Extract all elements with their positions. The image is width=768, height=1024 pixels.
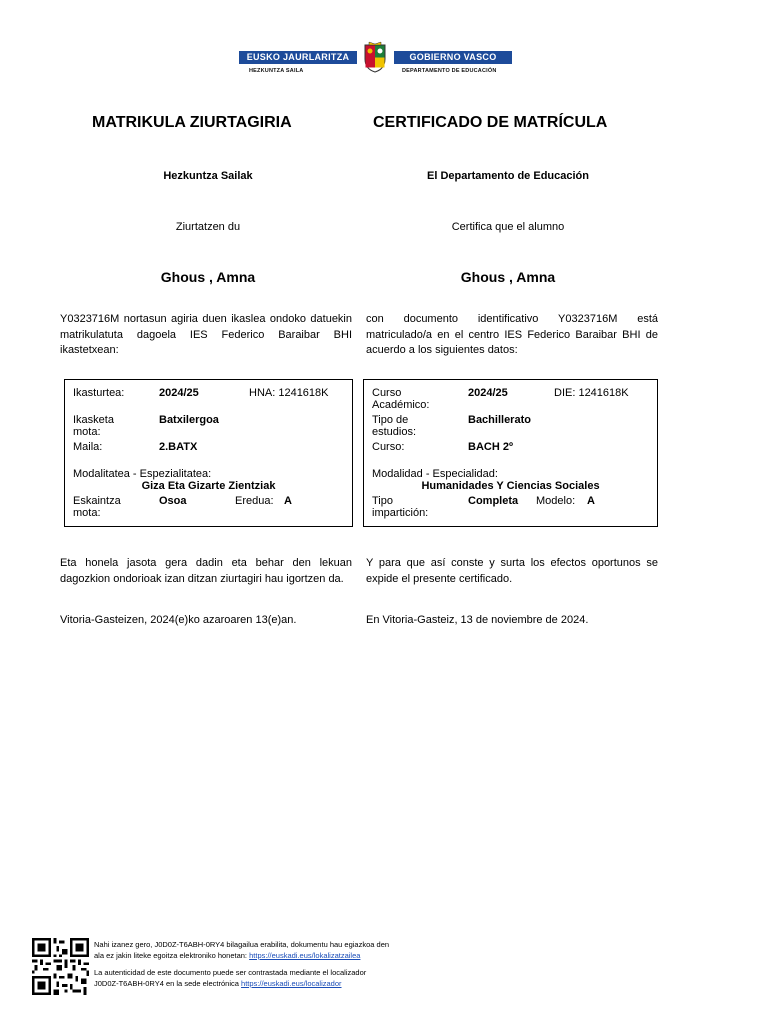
level-label: Maila: [73,441,103,453]
qr-code-icon [32,938,89,995]
banner-es: GOBIERNO VASCO [394,51,512,64]
footer-notice-es [94,967,366,989]
locator-link-es[interactable]: https://euskadi.eus/localizador [241,979,342,988]
offer-type-value: Osoa [159,495,187,507]
year-value: 2024/25 [468,387,508,399]
government-logo [239,41,512,81]
year-label: Curso Académico: [372,387,430,411]
study-type-value: Bachillerato [468,414,531,426]
student-name-eu: Ghous , Amna [160,269,256,285]
title-es: CERTIFICADO DE MATRÍCULA [373,114,608,131]
model-value: A [284,495,292,507]
level-value: BACH 2º [468,441,513,453]
study-type-label: Tipo de estudios: [372,414,417,438]
modality-label: Modalitatea - Espezialitatea: [73,468,212,480]
offer-type-label: Eskaintza mota: [73,495,121,519]
offer-type-label: Tipo impartición: [372,495,429,519]
modality-value: Giza Eta Gizarte Zientziak [141,480,276,492]
coat-of-arms-icon [359,41,391,73]
intro-paragraph-es: con documento identificativo Y0323716M está matriculado/a en el centro IES Federico Baraibar BHI de acuerdo a los siguientes datos: [366,313,658,356]
model-label: Eredua: [235,495,274,507]
student-id: DIE: 1241618K [554,387,629,399]
closing-paragraph-es: Y para que así conste y surta los efectos oportunos se expide el presente certificado. [366,557,658,585]
level-value: 2.BATX [159,441,198,453]
intro-paragraph-eu: Y0323716M nortasun agiria duen ikaslea ondoko datuekin matrikulatuta dagoela IES Federico Baraibar BHI ikastetxean: [60,313,352,356]
level-label: Curso: [372,441,405,453]
modality-label: Modalidad - Especialidad: [372,468,498,480]
dept-label-eu: HEZKUNTZA SAILA [249,68,304,74]
footer-eu-line1: Nahi izanez gero, J0D0Z-T6ABH-0RY4 bilagailua erabilita, dokumentu hau egiazkoa den [94,940,390,949]
model-value: A [587,495,595,507]
place-date-es: En Vitoria-Gasteiz, 13 de noviembre de 2024. [366,614,589,626]
modality-value: Humanidades Y Ciencias Sociales [421,480,600,492]
dept-label-es: DEPARTAMENTO DE EDUCACIÓN [402,68,497,74]
place-date-eu: Vitoria-Gasteizen, 2024(e)ko azaroaren 13(e)an. [60,614,297,626]
student-id: HNA: 1241618K [249,387,329,399]
locator-link-eu[interactable]: https://euskadi.eus/lokalizatzailea [249,951,361,960]
certifies-eu: Ziurtatzen du [175,221,241,233]
student-name-es: Ghous , Amna [460,269,556,285]
footer-es-line1: La autenticidad de este documento puede ser contrastada mediante el localizador [94,968,367,977]
footer-es-line2: J0D0Z-T6ABH-0RY4 en la sede electrónica https://euskadi.eus/localizador [94,979,342,988]
enrollment-data-box-eu [64,379,353,527]
study-type-label: Ikasketa mota: [73,414,114,438]
closing-paragraph-eu: Eta honela jasota gera dadin eta behar den lekuan dagozkion ondorioak izan ditzan ziurtagiri hau igortzen da. [60,557,352,585]
footer-notice-eu [94,939,389,961]
model-label: Modelo: [536,495,576,507]
enrollment-data-box-es [363,379,658,527]
banner-eu: EUSKO JAURLARITZA [239,51,357,64]
offer-type-value: Completa [468,495,519,507]
year-label: Ikasturtea: [73,387,125,399]
footer-eu-line2: ala ez jakin liteke egoitza elektroniko honetan: https://euskadi.eus/lokalizatzailea [94,951,361,960]
year-value: 2024/25 [159,387,199,399]
issuer-es: El Departamento de Educación [427,170,589,182]
certifies-es: Certifica que el alumno [451,221,565,233]
issuer-eu: Hezkuntza Sailak [163,170,253,182]
study-type-value: Batxilergoa [159,414,219,426]
title-eu: MATRIKULA ZIURTAGIRIA [92,114,292,131]
